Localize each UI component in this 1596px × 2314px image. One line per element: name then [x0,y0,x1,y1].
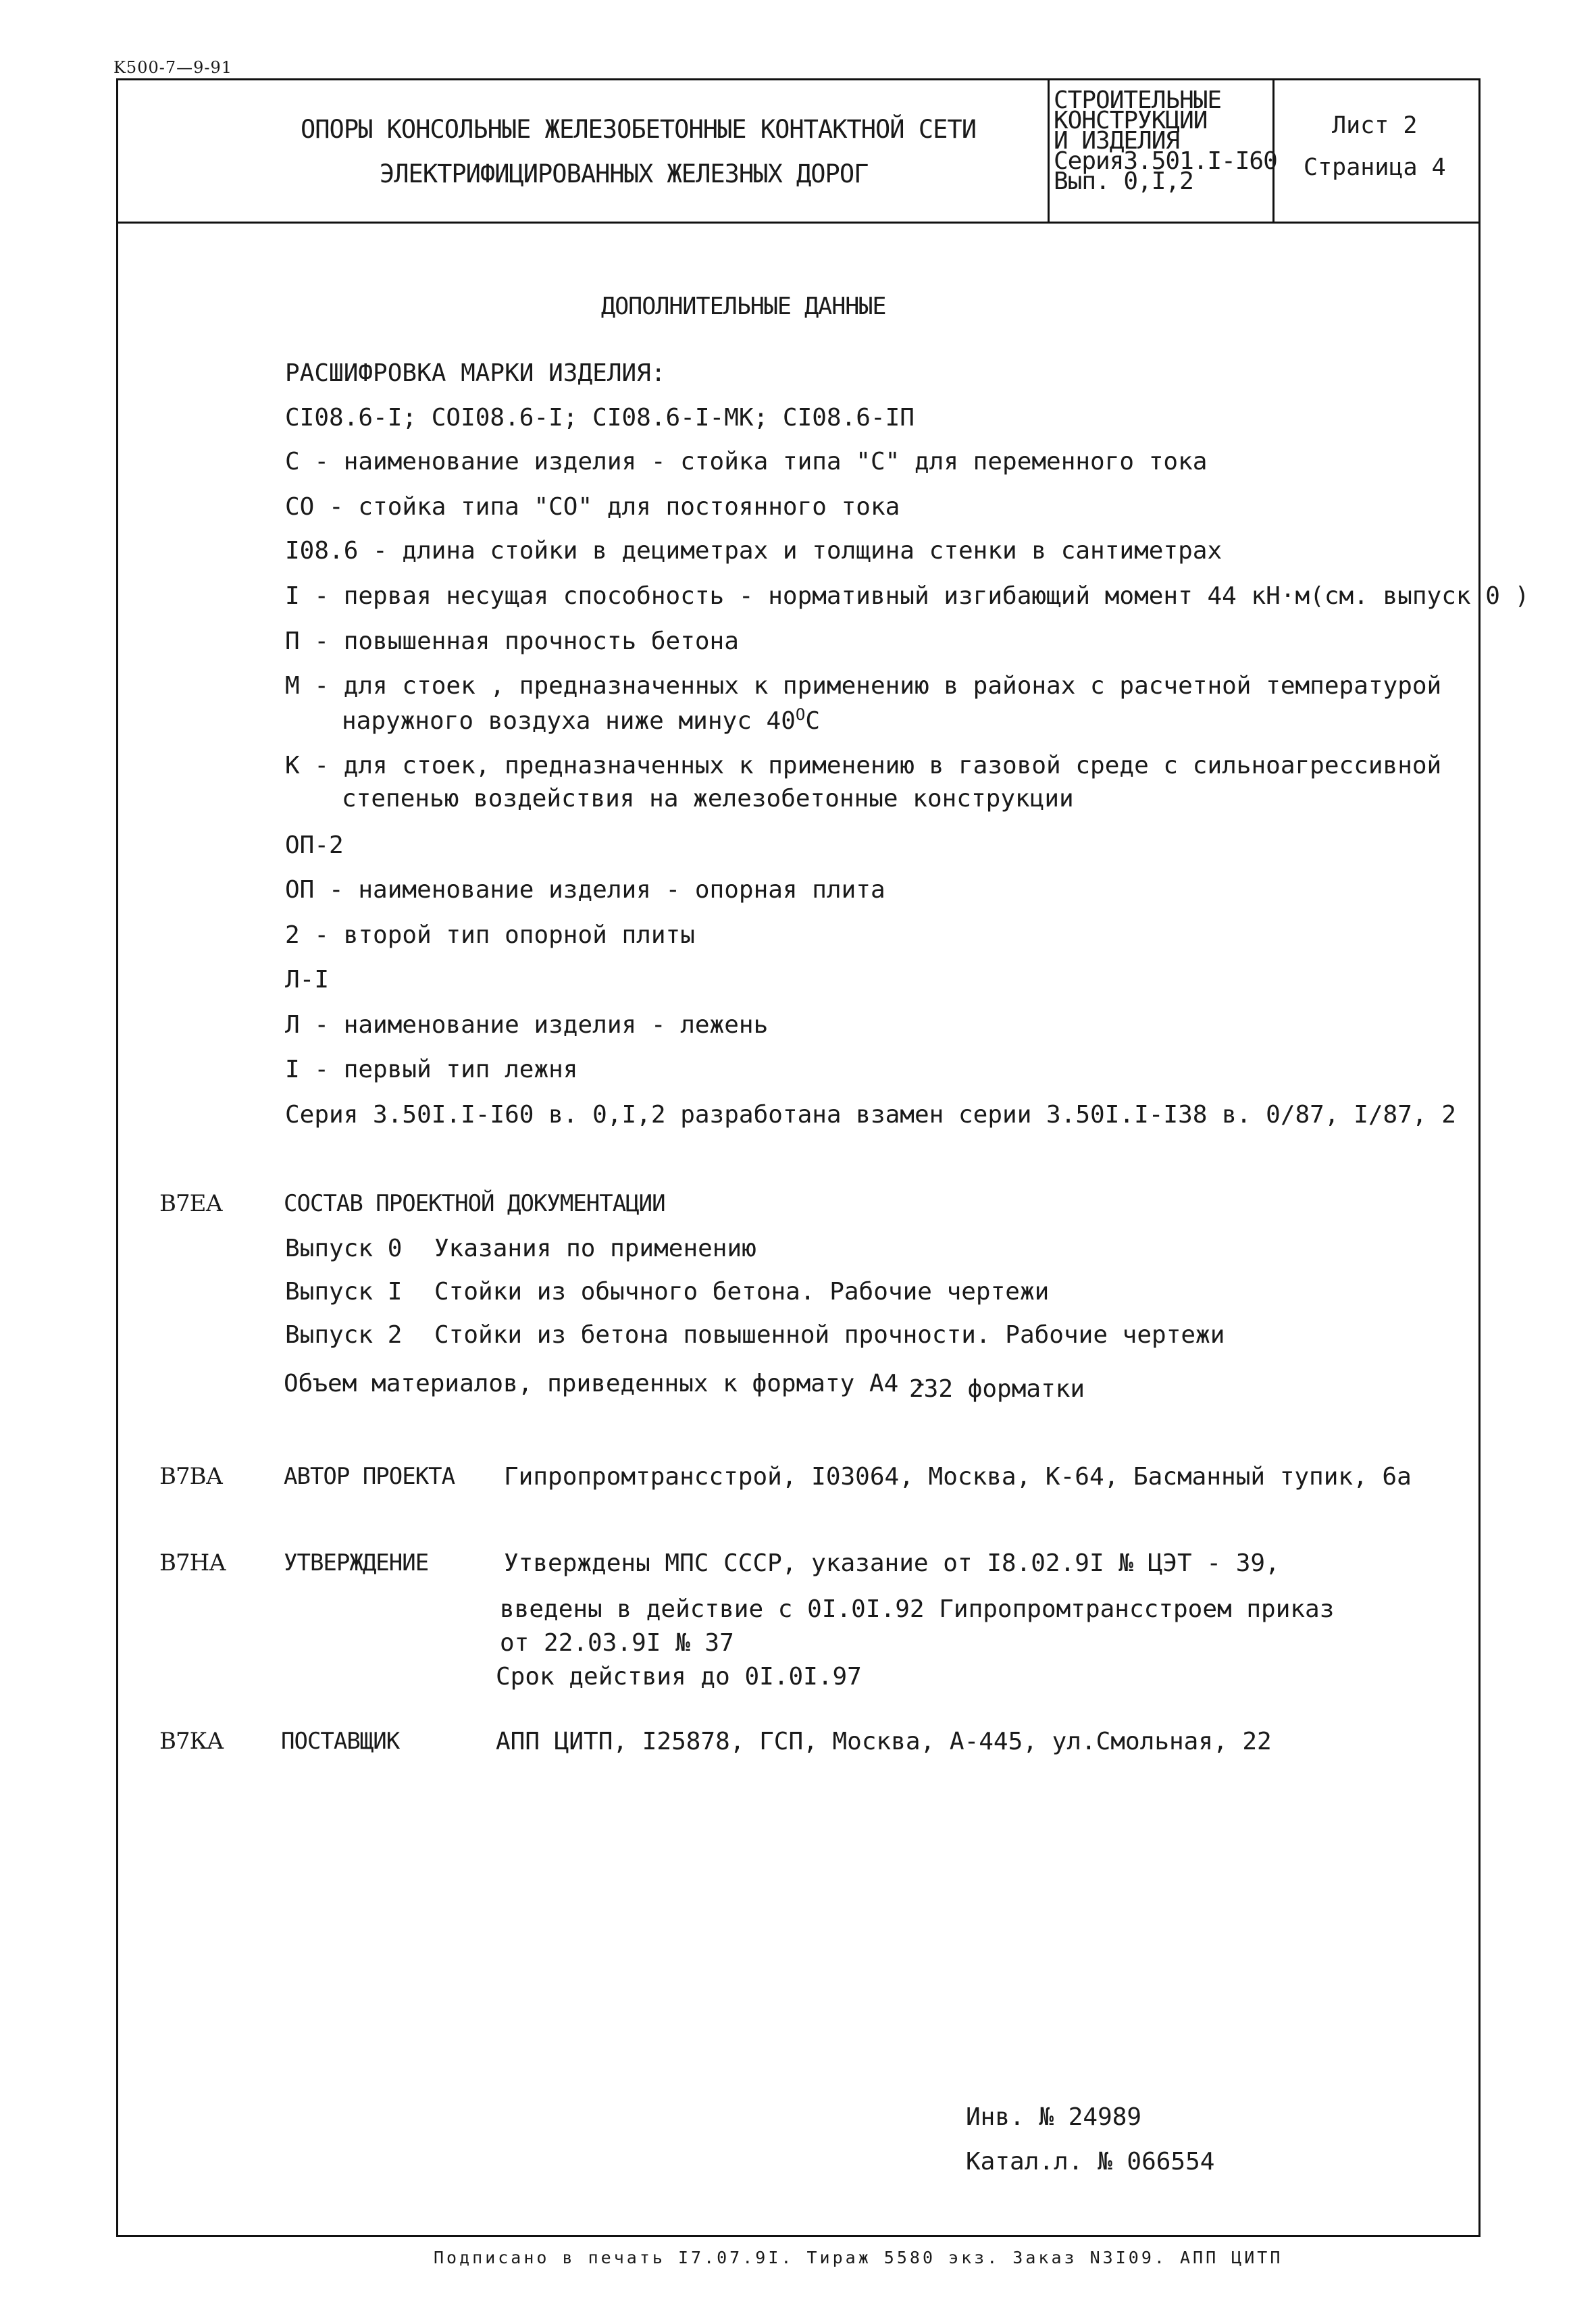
approval-line: Утверждены МПС СССР, указание от I8.02.9I № ЦЭТ - 39, [504,1549,1280,1577]
supplier-text: АПП ЦИТП, I25878, ГСП, Москва, А-445, ул.Смольная, 22 [496,1728,1272,1755]
header-divider [116,222,1481,224]
marking-line: I08.6 - длина стойки в дециметрах и толщина стенки в сантиметрах [285,537,1222,565]
marking-m-line1: М - для стоек , предназначенных к применению в районах с расчетной температурой [285,672,1442,700]
page-number: Страница 4 [1304,154,1446,181]
sheet-number: Лист 2 [1332,112,1418,139]
approval-validity: Срок действия до 0I.0I.97 [496,1663,862,1691]
composition-heading: СОСТАВ ПРОЕКТНОЙ ДОКУМЕНТАЦИИ [284,1190,665,1217]
header-category-line: КОНСТРУКЦИИ [1054,107,1208,134]
marking-m-line2 [342,705,820,735]
issue-label: Выпуск 2 [285,1321,403,1349]
approval-line: от 22.03.9I № 37 [500,1629,734,1657]
additional-data-title: ДОПОЛНИТЕЛЬНЫЕ ДАННЫЕ [601,293,886,320]
marking-line: 2 - второй тип опорной плиты [285,921,695,949]
header-category-line: СТРОИТЕЛЬНЫЕ [1054,86,1222,114]
marking-heading: РАСШИФРОВКА МАРКИ ИЗДЕЛИЯ: [285,359,666,387]
catalog-number: Катал.л. № 066554 [966,2148,1215,2176]
marking-k-line2: степенью воздействия на железобетонные конструкции [342,785,1074,813]
degree-mark: O [795,705,806,724]
header-title-line2: ЭЛЕКТРИФИЦИРОВАННЫХ ЖЕЛЕЗНЫХ ДОРОГ [380,159,869,188]
header-title-line1: ОПОРЫ КОНСОЛЬНЫЕ ЖЕЛЕЗОБЕТОННЫЕ КОНТАКТНОЙ СЕТИ [301,115,976,144]
header-issues: Вып. 0,I,2 [1054,168,1193,195]
issue-label: Выпуск I [285,1278,403,1306]
issue-text: Указания по применению [434,1235,756,1262]
marking-line: I - первая несущая способность - нормативный изгибающий момент 44 кН·м(см. выпуск 0 ) [285,582,1530,610]
marking-line: Л-I [285,966,330,994]
supplier-code: В7КА [159,1728,224,1755]
issue-text: Стойки из обычного бетона. Рабочие чертежи [434,1278,1050,1306]
marking-line: I - первый тип лежня [285,1056,578,1083]
document-code: K500-7—9-91 [113,58,233,77]
inventory-number: Инв. № 24989 [966,2103,1142,2131]
celsius-unit: С [805,707,821,735]
author-text: Гипропромтрансстрой, I03064, Москва, К-64, Басманный тупик, 6а [504,1463,1412,1491]
author-label: АВТОР ПРОЕКТА [284,1463,455,1490]
issue-text: Стойки из бетона повышенной прочности. Рабочие чертежи [434,1321,1225,1349]
supplier-label: ПОСТАВЩИК [281,1728,400,1755]
approval-code: В7НА [159,1549,226,1576]
page-frame [116,78,1481,2237]
header-category [1054,86,1277,195]
marking-m-text: наружного воздуха ниже минус 40 [342,707,796,735]
marking-line: СО - стойка типа "СО" для постоянного тока [285,493,900,521]
author-code: В7ВА [159,1463,223,1490]
composition-code: В7ЕА [159,1190,223,1217]
header-divider-v1 [1048,78,1050,222]
marking-line: С - наименование изделия - стойка типа "С" для переменного тока [285,448,1208,475]
materials-volume-value: 232 форматки [909,1375,1085,1403]
marking-line: ОП-2 [285,831,344,859]
marking-line: П - повышенная прочность бетона [285,627,739,655]
approval-label: УТВЕРЖДЕНИЕ [284,1549,429,1576]
materials-volume: Объем материалов, приведенных к формату А4 - [284,1370,928,1397]
marking-k-line1: К - для стоек, предназначенных к применению в газовой среде с сильноагрессивной [285,752,1442,779]
marking-line: ОП - наименование изделия - опорная плита [285,876,885,904]
header-category-line: И ИЗДЕЛИЯ [1054,127,1180,155]
approval-line: введены в действие с 0I.0I.92 Гипропромтрансстроем приказ [500,1595,1335,1623]
header-series: Серия3.501.I-I60 [1054,147,1277,175]
print-footer: Подписано в печать I7.07.9I. Тираж 5580 экз. Заказ N3I09. АПП ЦИТП [434,2248,1283,2267]
marking-line: Л - наименование изделия - лежень [285,1011,769,1039]
series-replacement-note: Серия 3.50I.I-I60 в. 0,I,2 разработана взамен серии 3.50I.I-I38 в. 0/87, I/87, 2 [285,1101,1456,1129]
issue-label: Выпуск 0 [285,1235,403,1262]
marking-codes: CI08.6-I; COI08.6-I; CI08.6-I-МК; CI08.6-IП [285,404,915,432]
